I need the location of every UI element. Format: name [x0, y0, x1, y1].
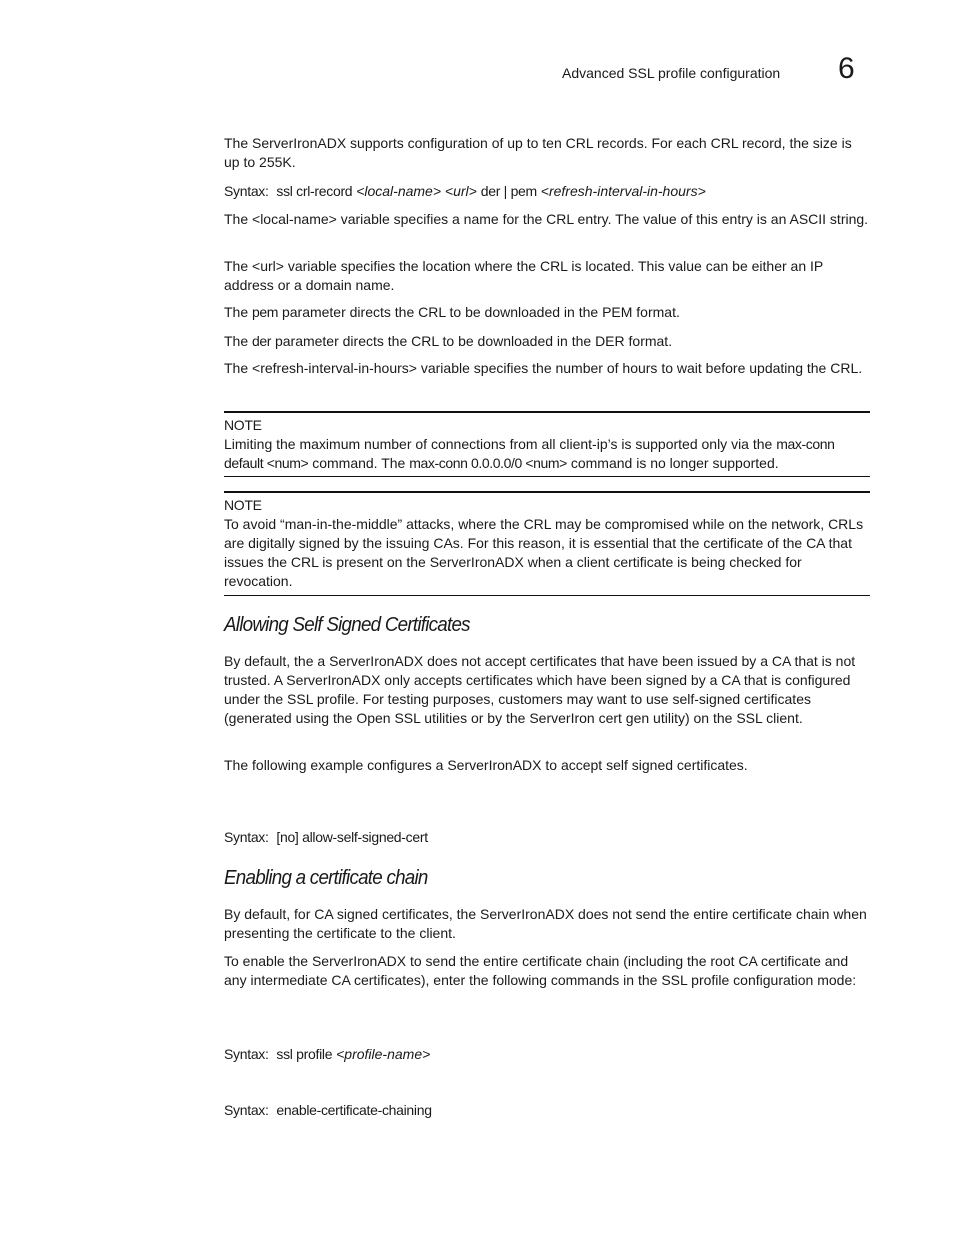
para-url	[224, 257, 870, 295]
para-url-text: The <url> variable specifies the location where the CRL is located. This value can be either an IP address or a domain name.	[224, 258, 823, 293]
section-heading-self-signed: Allowing Self Signed Certificates	[224, 614, 470, 636]
self-signed-p1-text: By default, the a ServerIronADX does not accept certificates that have been issued by a CA that is not trusted. A ServerIronADX only accepts certificates which have been signed by a CA that is configured under the SSL profile. For testing purposes, customers may want to use self-signed certificates (generated using the Open SSL utilities or by the ServerIron cert gen utility) on the SSL client.	[224, 653, 856, 726]
section-self-signed	[224, 614, 870, 637]
syntax-label: Syntax:	[224, 183, 269, 199]
note1-text-2: command. The	[312, 455, 406, 471]
para-refresh-interval	[224, 359, 870, 378]
syntax-enable-chaining	[224, 1101, 870, 1120]
note-crl-signing	[224, 491, 870, 596]
der-keyword: der	[252, 333, 272, 349]
section-cert-chain	[224, 867, 870, 890]
note1-keyword-2: max-conn 0.0.0.0/0 <num>	[409, 455, 567, 471]
syntax-crl-record	[224, 182, 870, 201]
para-der-pre: The	[224, 333, 249, 349]
syntax-allow-self-signed	[224, 828, 870, 847]
syntax-ssl-profile	[224, 1045, 870, 1064]
syntax-command: ssl profile	[276, 1046, 333, 1062]
syntax-arg-local-name: <local-name>	[356, 183, 442, 199]
chapter-number: 6	[838, 52, 855, 85]
note-label: NOTE	[224, 497, 262, 513]
para-pem-pre: The	[224, 304, 249, 320]
syntax-command: ssl crl-record	[276, 183, 353, 199]
syntax-label: Syntax:	[224, 1046, 269, 1062]
syntax-arg-url: <url>	[444, 183, 477, 199]
self-signed-p2	[224, 756, 870, 775]
note2-text: To avoid “man-in-the-middle” attacks, where the CRL may be compromised while on the network, CRLs are digitally signed by the issuing CAs. For this reason, it is essential that the certificate of the CA that issues the CRL is present on the ServerIronADX when a client certificate is being checked for revocation.	[224, 516, 864, 589]
syntax-arg-profile-name: <profile-name>	[336, 1046, 431, 1062]
syntax-label: Syntax:	[224, 1102, 269, 1118]
note-max-conn	[224, 411, 870, 477]
cert-chain-p2-text: To enable the ServerIronADX to send the entire certificate chain (including the root CA certificate and any intermediate CA certificates), enter the following commands in the SSL profile configuration mode:	[224, 953, 857, 988]
syntax-label: Syntax:	[224, 829, 269, 845]
note1-keyword-1: max-conn default <num>	[224, 436, 835, 471]
para-local-name	[224, 210, 870, 229]
syntax-command: [no] allow-self-signed-cert	[276, 829, 428, 845]
intro-paragraph	[224, 134, 870, 172]
note1-text-3: command is no longer supported.	[570, 455, 779, 471]
intro-text: The ServerIronADX supports configuration of up to ten CRL records. For each CRL record, the size is up to 255K.	[224, 135, 852, 170]
para-pem-post: parameter directs the CRL to be downloaded in the PEM format.	[281, 304, 680, 320]
self-signed-p1	[224, 652, 870, 728]
syntax-command: enable-certificate-chaining	[276, 1102, 432, 1118]
cert-chain-p1	[224, 905, 870, 943]
section-heading-cert-chain: Enabling a certificate chain	[224, 867, 428, 889]
self-signed-p2-text: The following example configures a ServerIronADX to accept self signed certificates.	[224, 757, 748, 773]
note-label: NOTE	[224, 417, 262, 433]
cert-chain-p2	[224, 952, 870, 990]
note1-text-1: Limiting the maximum number of connections from all client-ip’s is supported only via the	[224, 436, 773, 452]
para-der-post: parameter directs the CRL to be downloaded in the DER format.	[274, 333, 673, 349]
pem-keyword: pem	[252, 304, 279, 320]
para-pem	[224, 303, 870, 322]
header-title: Advanced SSL profile configuration	[562, 65, 781, 81]
syntax-options: der | pem	[480, 183, 537, 199]
para-refresh-text: The <refresh-interval-in-hours> variable specifies the number of hours to wait before updating the CRL.	[224, 360, 863, 376]
syntax-arg-refresh: <refresh-interval-in-hours>	[540, 183, 706, 199]
para-local-name-text: The <local-name> variable specifies a name for the CRL entry. The value of this entry is an ASCII string.	[224, 211, 869, 227]
para-der	[224, 332, 870, 351]
cert-chain-p1-text: By default, for CA signed certificates, the ServerIronADX does not send the entire certificate chain when presenting the certificate to the client.	[224, 906, 867, 941]
